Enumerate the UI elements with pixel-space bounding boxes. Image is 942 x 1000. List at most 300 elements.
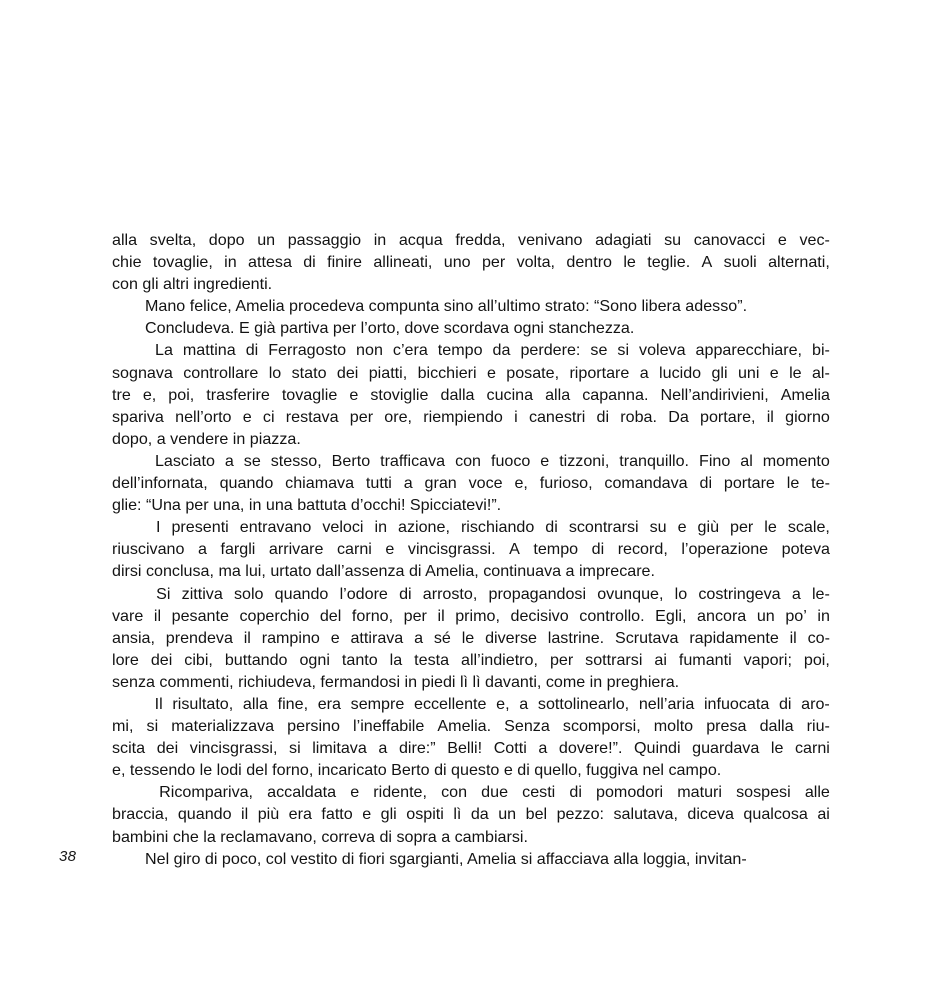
word: all’indietro, (461, 650, 538, 669)
text-line (112, 781, 830, 803)
word: canovacci (693, 231, 766, 249)
word: in (374, 518, 388, 537)
word: riportare (569, 363, 630, 382)
word: poteva (781, 540, 830, 559)
word: a (639, 363, 649, 382)
paragraph (112, 516, 830, 582)
word: volta, (516, 253, 556, 272)
word: entravano (239, 518, 312, 537)
word: qualcosa (743, 805, 808, 824)
word: mattina (182, 341, 236, 360)
word: alle (804, 783, 830, 802)
word: lastrine. (547, 628, 605, 647)
word: la (389, 650, 403, 669)
word: gli (380, 805, 397, 824)
text-line (112, 715, 830, 737)
word: sottrarsi (585, 650, 643, 669)
word: accaldata (267, 783, 337, 802)
word: forno, (351, 606, 394, 625)
body-text-block (112, 229, 830, 870)
word: in (373, 231, 387, 249)
word: primo, (455, 606, 500, 625)
word: I (156, 518, 161, 537)
word: per (481, 253, 506, 272)
word: Amelia (780, 385, 830, 404)
word: furioso, (539, 474, 593, 493)
word: su (649, 518, 667, 537)
word: e (677, 518, 687, 537)
word: di (569, 783, 582, 802)
word: e, (142, 385, 157, 404)
word: se (243, 451, 261, 470)
word: po’ (785, 606, 807, 625)
paragraph-indent (112, 781, 145, 803)
word: canestri (528, 407, 586, 426)
word: e (242, 407, 252, 426)
word: portare, (700, 407, 756, 426)
word: dire:” (398, 739, 436, 758)
word: di (545, 518, 558, 537)
word: risultato, (172, 694, 234, 713)
text-line: e, tessendo le lodi del forno, incaricato Berto di questo e di quello, fuggiva nel campo. (112, 761, 722, 780)
text-line: dirsi conclusa, ma lui, urtato dall’assenza di Amelia, continuava a imprecare. (112, 562, 655, 581)
word: quando (274, 584, 329, 603)
word: Lasciato (154, 451, 215, 470)
text-line (112, 803, 830, 825)
word: coperchio (239, 606, 310, 625)
word: vincisgrassi, (189, 739, 278, 758)
word: chie (112, 253, 142, 272)
word: Ricompariva, (159, 783, 254, 802)
word: acqua (398, 231, 443, 249)
word: stoviglie (370, 385, 429, 404)
word: te- (811, 474, 830, 493)
word: si (289, 739, 301, 758)
word: tizzoni, (559, 451, 610, 470)
word: record, (617, 540, 668, 559)
word: bel (525, 805, 548, 824)
word: alla (242, 694, 268, 713)
word: un (756, 606, 775, 625)
word: ancora (697, 606, 747, 625)
word: scontrarsi (568, 518, 639, 537)
word: A (509, 540, 520, 559)
word: tre (112, 385, 131, 404)
word: di (699, 474, 713, 493)
word: bi- (812, 341, 830, 360)
word: rapidamente (689, 628, 779, 647)
text-line (112, 605, 830, 627)
word: vec- (799, 231, 830, 249)
text-line (112, 472, 830, 494)
word: stato (291, 363, 327, 382)
word: fargli (220, 540, 256, 559)
word: a (403, 474, 413, 493)
word: a (791, 584, 801, 603)
word: prendeva (165, 628, 233, 647)
word: Cotti (493, 739, 527, 758)
word: scomporsi, (562, 717, 641, 736)
word: di (245, 341, 259, 360)
word: per (730, 518, 754, 537)
word: il (241, 805, 249, 824)
word: le (461, 628, 475, 647)
word: vincisgrassi. (407, 540, 496, 559)
paragraph-indent (112, 583, 145, 605)
word: bicchieri (417, 363, 477, 382)
word: azione, (398, 518, 450, 537)
word: mi, (112, 717, 134, 736)
word: in (817, 606, 830, 625)
word: le (770, 739, 784, 758)
word: fuoco (490, 451, 531, 470)
word: rischiando (460, 518, 535, 537)
word: i (514, 407, 518, 426)
text-line (112, 362, 830, 384)
word: ai (817, 805, 830, 824)
text-line: glie: “Una per una, in una battuta d’occhi! Spicciatevi!”. (112, 496, 502, 515)
paragraph (112, 317, 830, 339)
word: al (740, 451, 753, 470)
word: e, (496, 694, 510, 713)
word: sottolinearlo, (537, 694, 630, 713)
word: l’operazione (681, 540, 769, 559)
word: un (498, 805, 517, 824)
paragraph (112, 848, 830, 870)
word: vapori; (743, 650, 792, 669)
word: giù (697, 518, 720, 537)
word: tovaglie (281, 385, 338, 404)
text-line: Nel giro di poco, col vestito di fiori sgargianti, Amelia si affacciava alla loggia, invitan- (145, 849, 747, 868)
text-line (112, 516, 830, 538)
word: Scrutava (614, 628, 679, 647)
word: con (455, 451, 482, 470)
word: dalla (440, 385, 475, 404)
word: veloci (322, 518, 364, 537)
word: spariva (112, 407, 164, 426)
word: scita (112, 739, 146, 758)
word: gli (711, 363, 728, 382)
word: le (623, 253, 636, 272)
word: comandava (604, 474, 688, 493)
word: Belli! (447, 739, 483, 758)
word: La (155, 341, 173, 360)
word: rampino (261, 628, 320, 647)
text-line (112, 538, 830, 560)
page-number: 38 (59, 848, 77, 865)
word: quando (219, 474, 274, 493)
word: gran (424, 474, 457, 493)
word: perdere: (520, 341, 581, 360)
word: poi, (168, 385, 195, 404)
word: alternati, (768, 253, 830, 272)
word: restava (285, 407, 339, 426)
word: infuocata (703, 694, 770, 713)
word: attesa (248, 253, 292, 272)
word: lo (674, 584, 688, 603)
word: con (441, 783, 468, 802)
word: solo (233, 584, 264, 603)
word: braccia, (112, 805, 169, 824)
word: le- (811, 584, 830, 603)
word: tanto (341, 650, 378, 669)
word: sognava (112, 363, 173, 382)
word: l’odore (339, 584, 388, 603)
text-line (112, 737, 830, 759)
word: il (766, 407, 774, 426)
word: zittiva (181, 584, 223, 603)
word: piatti, (368, 363, 408, 382)
word: nell’orto (175, 407, 232, 426)
word: Nell’andirivieni, (660, 385, 769, 404)
word: a (519, 694, 529, 713)
word: in (224, 253, 237, 272)
word: di (778, 694, 792, 713)
word: fine, (277, 694, 309, 713)
word: tempo (533, 540, 579, 559)
word: e (362, 805, 372, 824)
word: un (257, 231, 276, 249)
word: adagiati (595, 231, 652, 249)
word: trasferire (206, 385, 270, 404)
word: Berto (331, 451, 371, 470)
word: lo (268, 363, 282, 382)
word: c’era (392, 341, 428, 360)
word: ovunque, (597, 584, 664, 603)
paragraph-indent (112, 339, 145, 361)
word: A (701, 253, 713, 272)
text-line: senza commenti, richiudeva, fermandosi in piedi lì lì davanti, come in preghiera. (112, 672, 680, 691)
word: presenti (171, 518, 229, 537)
word: arrivare (268, 540, 324, 559)
word: di (596, 407, 610, 426)
text-line: con gli altri ingredienti. (112, 275, 273, 294)
word: buttando (224, 650, 288, 669)
word: al- (811, 363, 830, 382)
word: carni (795, 739, 830, 758)
word: arrosto, (422, 584, 478, 603)
word: fatto (321, 805, 353, 824)
text-line (112, 229, 830, 251)
word: pesante (171, 606, 229, 625)
word: lì (453, 805, 462, 824)
word: dalla (759, 717, 794, 736)
word: riu- (806, 717, 830, 736)
word: cibi, (184, 650, 213, 669)
text-line (112, 339, 830, 361)
word: ridente, (373, 783, 427, 802)
word: teglie. (647, 253, 691, 272)
word: l’ineffabile (353, 717, 425, 736)
word: riempiendo (423, 407, 503, 426)
word: ogni (299, 650, 330, 669)
word: per (549, 650, 574, 669)
word: da (492, 341, 511, 360)
word: a (414, 628, 424, 647)
word: si (617, 341, 630, 360)
word: era (288, 805, 312, 824)
word: aro- (801, 694, 830, 713)
word: carni (337, 540, 372, 559)
word: limitava (312, 739, 367, 758)
word: Ferragosto (268, 341, 347, 360)
word: dei (156, 739, 179, 758)
word: diverse (485, 628, 537, 647)
word: a (378, 739, 388, 758)
word: del (319, 606, 342, 625)
text-line (112, 251, 830, 273)
word: fredda, (455, 231, 506, 249)
word: le (789, 363, 802, 382)
word: alla (112, 231, 138, 249)
word: ci (262, 407, 275, 426)
word: dell’infornata, (112, 474, 208, 493)
word: capanna. (582, 385, 649, 404)
word: Fino (699, 451, 731, 470)
word: a (224, 451, 234, 470)
word: controllo. (579, 606, 645, 625)
word: più (257, 805, 280, 824)
word: presa (706, 717, 747, 736)
word: e (777, 231, 787, 249)
word: propagandosi (488, 584, 587, 603)
word: il (789, 628, 797, 647)
word: ai (654, 650, 667, 669)
word: Il (154, 694, 163, 713)
word: per (403, 606, 427, 625)
word: Egli, (655, 606, 687, 625)
word: il (437, 606, 445, 625)
text-line: Concludeva. E già partiva per l’orto, dove scordava ogni stanchezza. (145, 319, 635, 338)
word: scale, (787, 518, 830, 537)
word: e (540, 451, 550, 470)
word: e (385, 540, 395, 559)
word: tovaglie, (152, 253, 213, 272)
word: riuscivano (112, 540, 185, 559)
word: trafficava (380, 451, 446, 470)
word: lore (112, 650, 139, 669)
word: controllare (183, 363, 259, 382)
word: di (591, 540, 605, 559)
word: posate, (506, 363, 560, 382)
word: era (317, 694, 341, 713)
word: di (303, 253, 316, 272)
word: e (349, 385, 359, 404)
word: uni (737, 363, 760, 382)
word: su (664, 231, 682, 249)
word: cesti (522, 783, 556, 802)
word: persino (287, 717, 340, 736)
paragraph-indent (112, 693, 145, 715)
word: dopo (208, 231, 245, 249)
word: decisivo (510, 606, 569, 625)
word: salutava, (613, 805, 678, 824)
paragraph (112, 781, 830, 847)
word: tranquillo. (619, 451, 690, 470)
paragraph-indent (112, 450, 145, 472)
word: Amelia. (437, 717, 492, 736)
word: diceva (687, 805, 734, 824)
paragraph (112, 693, 830, 781)
word: allineati, (373, 253, 433, 272)
word: guardava (692, 739, 760, 758)
paragraph-indent (112, 516, 145, 538)
word: dei (336, 363, 359, 382)
word: co- (807, 628, 830, 647)
word: a (198, 540, 207, 559)
text-line (112, 627, 830, 649)
word: due (481, 783, 509, 802)
word: sé (433, 628, 451, 647)
word: nell’aria (638, 694, 695, 713)
word: molto (653, 717, 694, 736)
text-line (112, 649, 830, 671)
word: se (590, 341, 608, 360)
paragraph (112, 450, 830, 516)
word: chiamava (285, 474, 355, 493)
word: le (786, 474, 800, 493)
word: eccellente (414, 694, 487, 713)
word: sempre (350, 694, 405, 713)
word: suoli (723, 253, 757, 272)
word: dentro (566, 253, 613, 272)
word: non (356, 341, 383, 360)
word: uno (443, 253, 471, 272)
word: e, (514, 474, 528, 493)
word: voleva (639, 341, 686, 360)
text-line (112, 450, 830, 472)
word: ansia, (112, 628, 155, 647)
word: venivano (518, 231, 583, 249)
word: fumanti (678, 650, 732, 669)
word: e (486, 363, 496, 382)
paragraph (112, 339, 830, 449)
word: dovere!”. (558, 739, 623, 758)
text-line (112, 693, 830, 715)
text-line (112, 583, 830, 605)
word: di (399, 584, 412, 603)
word: le (764, 518, 777, 537)
text-line: bambini che la reclamavano, correva di sopra a cambiarsi. (112, 827, 528, 846)
word: testa (414, 650, 450, 669)
word: quando (177, 805, 232, 824)
word: il (243, 628, 251, 647)
word: roba. (620, 407, 657, 426)
word: dei (150, 650, 173, 669)
word: vare (112, 606, 144, 625)
word: passaggio (287, 231, 362, 249)
word: tutti (365, 474, 392, 493)
word: sospesi (736, 783, 791, 802)
word: si (146, 717, 159, 736)
word: il (153, 606, 162, 625)
word: Da (668, 407, 689, 426)
text-line (112, 384, 830, 406)
word: apparecchiare, (695, 341, 803, 360)
word: per (349, 407, 374, 426)
word: momento (762, 451, 830, 470)
word: e (769, 363, 779, 382)
word: giorno (785, 407, 830, 426)
word: svelta, (149, 231, 197, 249)
word: a (538, 739, 548, 758)
word: Si (156, 584, 171, 603)
word: Senza (504, 717, 550, 736)
text-line (112, 406, 830, 428)
word: costringeva (698, 584, 781, 603)
word: attirava (350, 628, 404, 647)
word: pezzo: (556, 805, 605, 824)
